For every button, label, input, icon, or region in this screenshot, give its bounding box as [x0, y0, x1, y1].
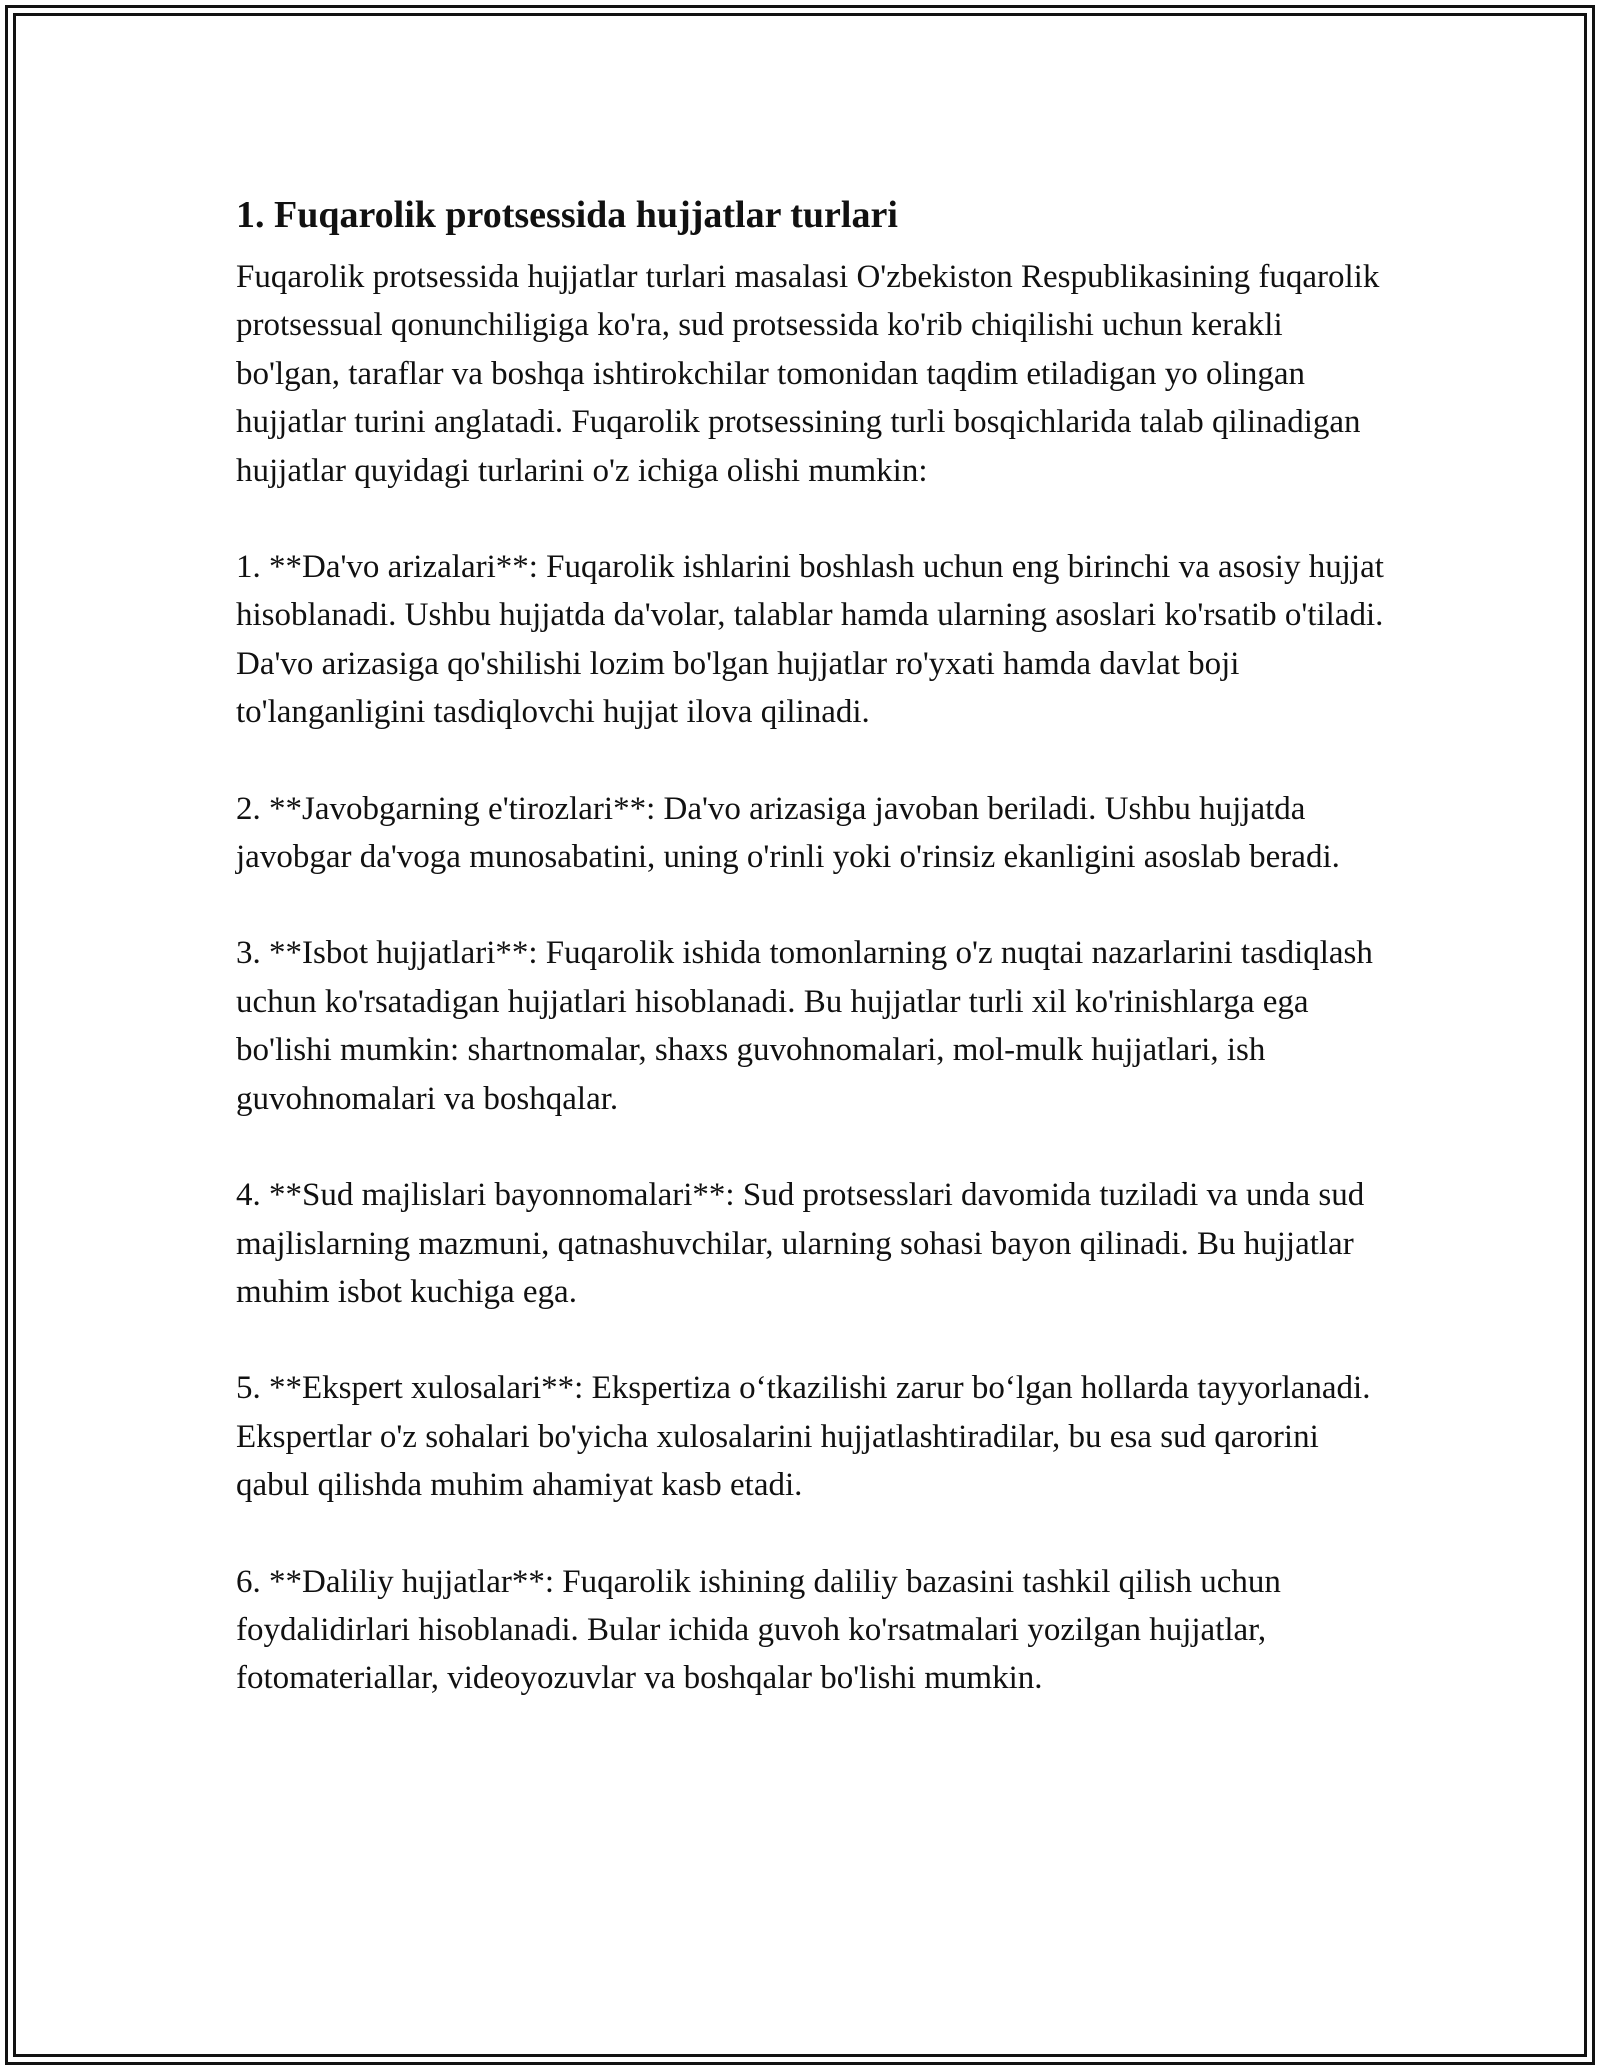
list-item-daliliy-hujjatlar: 6. **Daliliy hujjatlar**: Fuqarolik ishining daliliy bazasini tashkil qilish uchun foydalidirlari hisoblanadi. Bular ichida guvoh ko'rsatmalari yozilgan hujjatlar, fotomateriallar, videoyozuvlar va boshqalar bo'lishi mumkin.	[236, 1563, 1281, 1697]
intro-paragraph: Fuqarolik protsessida hujjatlar turlari masalasi O'zbekiston Respublikasining fuqarolik protsessual qonunchiligiga ko'ra, sud protsessida ko'rib chiqilishi uchun kerakli bo'lgan, taraflar va boshqa ishtirokchilar tomonidan taqdim etiladigan yo olingan hujjatlar turini anglatadi. Fuqarolik protsessining turli bosqichlarida talab qilinadigan hujjatlar quyidagi turlarini o'z ichiga olishi mumkin:	[236, 259, 1380, 489]
document-body	[236, 185, 1386, 1751]
list-item-ekspert-xulosalari: 5. **Ekspert xulosalari**: Ekspertiza o‘tkazilishi zarur bo‘lgan hollarda tayyorlanadi. Ekspertlar o'z sohalari bo'yicha xulosalarini hujjatlashtiradilar, bu esa sud qarorini qabul qilishda muhim ahamiyat kasb etadi.	[236, 1370, 1371, 1504]
list-item-sud-majlislari: 4. **Sud majlislari bayonnomalari**: Sud protsesslari davomida tuziladi va unda sud majlislarning mazmuni, qatnashuvchilar, ularning sohasi bayon qilinadi. Bu hujjatlar muhim isbot kuchiga ega.	[236, 1177, 1365, 1310]
list-item-davo-arizalari: 1. **Da'vo arizalari**: Fuqarolik ishlarini boshlash uchun eng birinchi va asosiy hujjat hisoblanadi. Ushbu hujjatda da'volar, talablar hamda ularning asoslari ko'rsatib o'tiladi. Da'vo arizasiga qo'shilishi lozim bo'lgan hujjatlar ro'yxati hamda davlat boji to'langanligini tasdiqlovchi hujjat ilova qilinadi.	[236, 549, 1384, 731]
document-title: 1. Fuqarolik protsessida hujjatlar turlari	[236, 194, 898, 236]
list-item-isbot-hujjatlari: 3. **Isbot hujjatlari**: Fuqarolik ishida tomonlarning o'z nuqtai nazarlarini tasdiqlash uchun ko'rsatadigan hujjatlari hisoblanadi. Bu hujjatlar turli xil ko'rinishlarga ega bo'lishi mumkin: shartnomalar, shaxs guvohnomalari, mol-mulk hujjatlari, ish guvohnomalari va boshqalar.	[236, 935, 1373, 1117]
list-item-javobgar-etirozlari: 2. **Javobgarning e'tirozlari**: Da'vo arizasiga javoban beriladi. Ushbu hujjatda javobgar da'voga munosabatini, uning o'rinli yoki o'rinsiz ekanligini asoslab beradi.	[236, 790, 1340, 876]
